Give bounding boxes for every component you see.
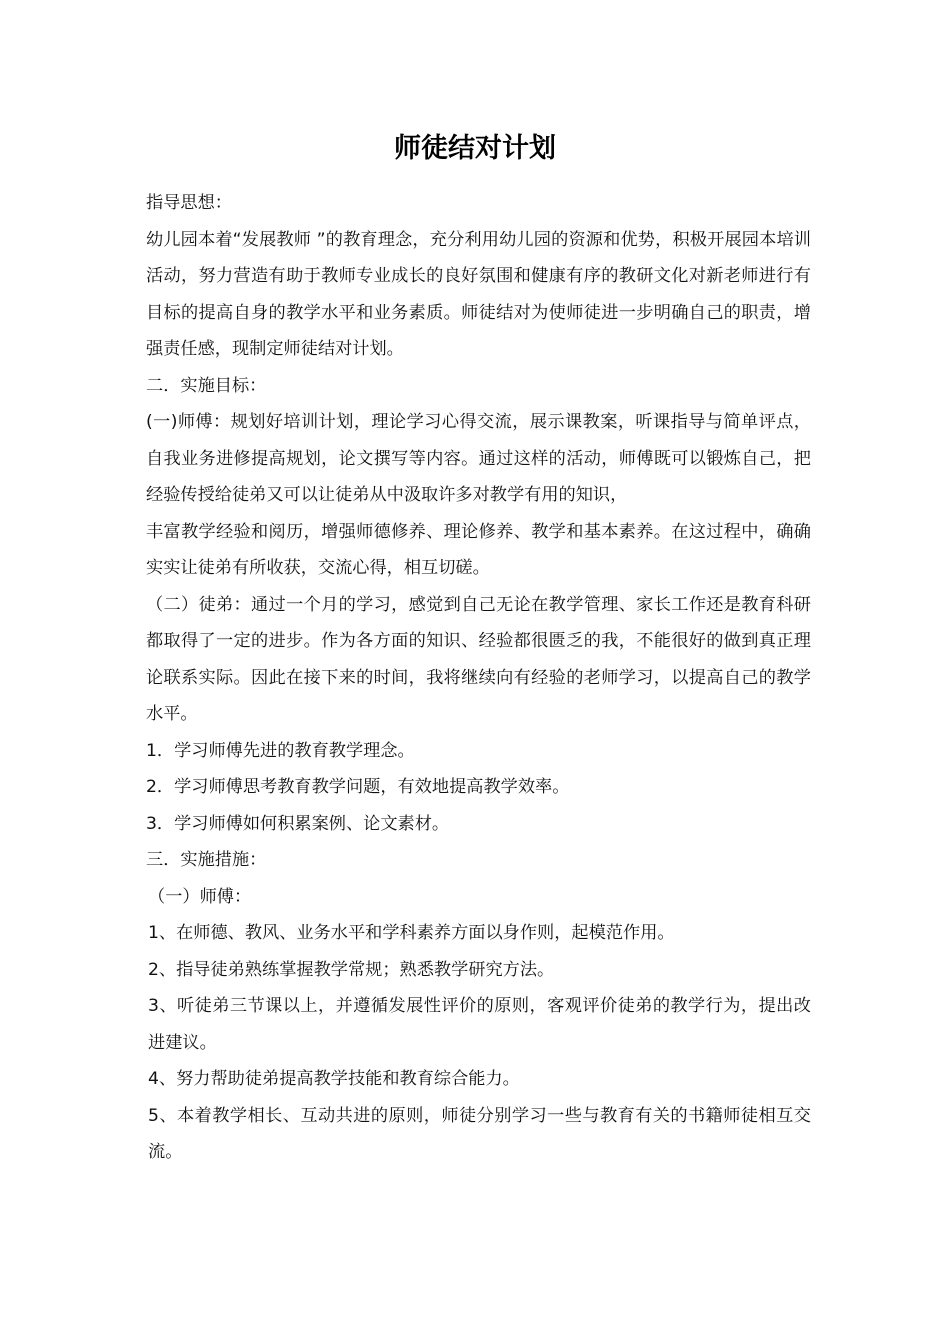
list-item: 5、本着教学相长、互动共进的原则，师徒分别学习一些与教育有关的书籍师徒相互交流。 — [148, 1105, 811, 1162]
paragraph-goals-apprentice: （二）徒弟：通过一个月的学习，感觉到自己无论在教学管理、家长工作还是教育科研都取得了一定的进步。作为各方面的知识、经验都很匮乏的我，不能很好的做到真正理论联系实际。因此在接下来的时间，我将继续向有经验的老师学习，以提高自己的教学水平。 — [146, 594, 811, 724]
paragraph-measures-heading: 三．实施措施： — [146, 850, 267, 870]
list-item: 3、听徒弟三节课以上，并遵循发展性评价的原则，客观评价徒弟的教学行为，提出改进建议。 — [148, 996, 811, 1053]
paragraph-guiding-thought: 幼儿园本着“发展教师 ”的教育理念，充分利用幼儿园的资源和优势，积极开展园本培训活动，努力营造有助于教师专业成长的良好氛围和健康有序的教研文化对新老师进行有目标的提高自身的教学水平和业务素质。师徒结对为使师徒进一步明确自己的职责，增强责任感，现制定师徒结对计划。 — [146, 229, 811, 359]
page-title: 师徒结对计划 — [394, 133, 556, 164]
paragraph-measures-master-heading: （一）师傅： — [148, 886, 252, 907]
document-body — [146, 185, 811, 1171]
list-item: 1、在师德、教风、业务水平和学科素养方面以身作则，起模范作用。 — [148, 923, 675, 943]
list-item: 1．学习师傅先进的教育教学理念。 — [146, 740, 415, 761]
paragraph-goals-master: (一)师傅：规划好培训计划，理论学习心得交流，展示课教案，听课指导与简单评点，自我业务进修提高规划，论文撰写等内容。通过这样的活动，师傅既可以锻炼自己，把经验传授给徒弟又可以让徒弟从中汲取许多对教学有用的知识， — [146, 412, 811, 505]
paragraph-goals-master-continued: 丰富教学经验和阅历，增强师德修养、理论修养、教学和基本素养。在这过程中，确确实实让徒弟有所收获，交流心得，相互切磋。 — [146, 521, 811, 578]
paragraph-goals-heading: 二．实施目标： — [146, 375, 267, 396]
paragraph-guiding-thought-heading: 指导思想： — [146, 193, 232, 213]
list-item: 3．学习师傅如何积累案例、论文素材。 — [146, 813, 450, 834]
list-item: 2．学习师傅思考教育教学问题，有效地提高教学效率。 — [146, 777, 570, 797]
list-item: 2、指导徒弟熟练掌握教学常规；熟悉教学研究方法。 — [148, 959, 555, 980]
list-item: 4、努力帮助徒弟提高教学技能和教育综合能力。 — [148, 1069, 520, 1089]
